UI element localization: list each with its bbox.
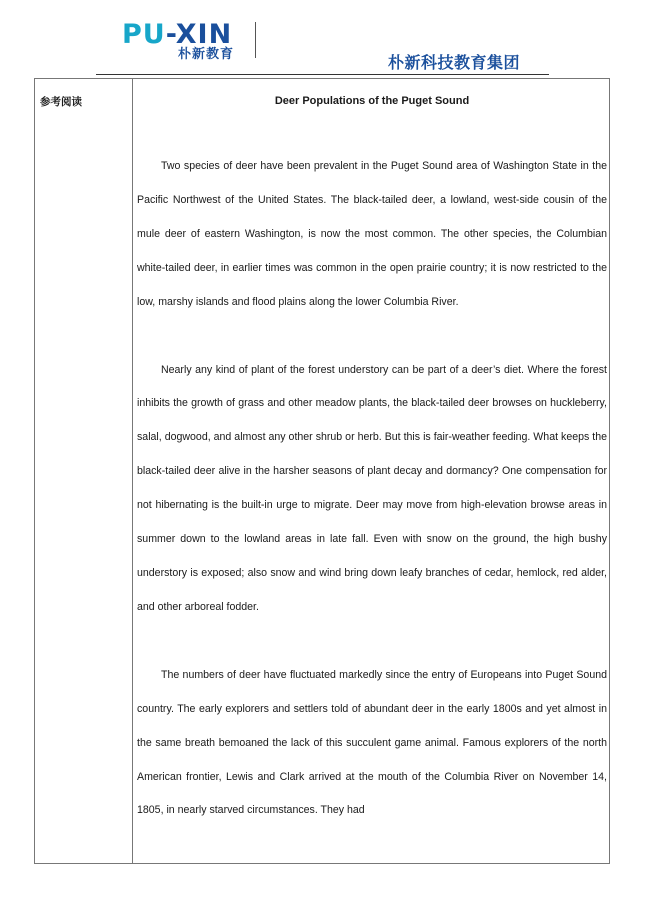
spacer	[137, 625, 607, 659]
paragraph-3: The numbers of deer have fluctuated markedly since the entry of Europeans into Puget Sound country. The early explorers and settlers told of abundant deer in the early 1800s and yet almost in the same breath bemoaned the lack of this succulent game animal. Famous explorers of the north American frontier, Lewis and Clark arrived at the mouth of the Columbia River on November 14, 1805, in nearly starved circumstances. They had	[137, 668, 607, 817]
logo-wordmark	[122, 20, 232, 50]
puxin-logo	[122, 20, 262, 62]
spacer	[137, 109, 607, 150]
logo-wordmark-xin: -XIN	[165, 19, 233, 50]
paragraph-1: Two species of deer have been prevalent in the Puget Sound area of Washington State in the Pacific Northwest of the United States. The black-tailed deer, a lowland, west-side cousin of the mule deer of eastern Washington, is now the most common. The other species, the Columbian white-tailed deer, in earlier times was common in the open prairie country; it is now restricted to the low, marshy islands and flood plains along the lower Columbia River.	[137, 160, 607, 308]
reading-content	[137, 93, 607, 828]
logo-divider	[255, 22, 256, 58]
passage-title: Deer Populations of the Puget Sound	[274, 95, 470, 107]
reading-label: 参考阅读	[40, 96, 82, 108]
header-rule	[96, 74, 549, 75]
column-divider	[132, 79, 133, 863]
group-name: 朴新科技教育集团	[388, 53, 521, 72]
reading-table	[34, 78, 610, 864]
logo-wordmark-pu: PU	[122, 19, 166, 50]
spacer	[137, 320, 607, 354]
page-header	[0, 0, 645, 78]
logo-chinese-name: 朴新教育	[178, 47, 235, 62]
paragraph-2: Nearly any kind of plant of the forest understory can be part of a deer’s diet. Where the forest inhibits the growth of grass and other meadow plants, the black-tailed deer browses on huckleberry, salal, dogwood, and almost any other shrub or herb. But this is fair-weather feeding. What keeps the black-tailed deer alive in the harsher seasons of plant decay and dormancy? One compensation for not hibernating is the built-in urge to migrate. Deer may move from high-elevation browse areas in summer down to the lowland areas in late fall. Even with snow on the ground, the high bushy understory is exposed; also snow and wind bring down leafy branches of cedar, hemlock, red alder, and other arboreal fodder.	[137, 363, 607, 613]
